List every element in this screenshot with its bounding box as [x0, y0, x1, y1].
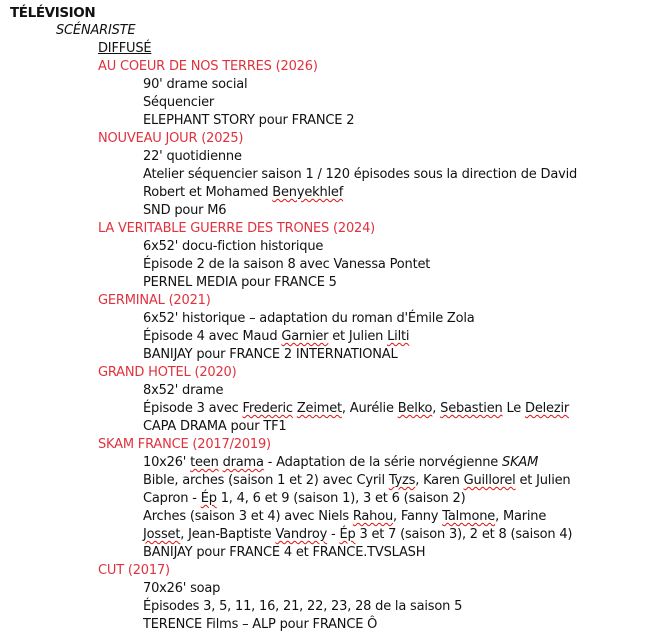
detail-text: ELEPHANT STORY pour FRANCE 2 [143, 113, 355, 128]
detail-text: - [327, 527, 340, 542]
detail-text: 6x52' historique – adaptation du roman d'Émile Zola [143, 311, 475, 326]
detail-text: , Karen [415, 473, 464, 488]
spellcheck-word: Delezir [525, 401, 570, 416]
detail-text: , Fanny [393, 509, 443, 524]
detail-text: Séquencier [143, 95, 215, 110]
project-detail-line [0, 310, 647, 328]
spellcheck-word: Zeimet [296, 401, 342, 416]
project-detail-line [0, 166, 647, 184]
project-detail-line [0, 256, 647, 274]
project-title: GERMINAL (2021) [98, 293, 211, 308]
project-detail-line [0, 472, 647, 490]
detail-text: et Julien [328, 329, 388, 344]
spellcheck-word: Garnier [281, 329, 329, 344]
project-detail-line [0, 382, 647, 400]
project-detail-line [0, 94, 647, 112]
detail-text: 70x26' soap [143, 581, 221, 596]
project-detail-line [0, 274, 647, 292]
spellcheck-word: Frederic [242, 401, 293, 416]
detail-text: Le [502, 401, 526, 416]
detail-text: 22' quotidienne [143, 149, 242, 164]
detail-text: Arches (saison 3 et 4) avec Niels [143, 509, 353, 524]
spellcheck-word: teen [190, 455, 219, 470]
project-detail-line [0, 76, 647, 94]
detail-text: 10x26' [143, 455, 191, 470]
project-detail-line [0, 490, 647, 508]
detail-text: Robert et Mohamed [143, 185, 273, 200]
detail-text: , [432, 401, 441, 416]
project-detail-line [0, 238, 647, 256]
detail-text: , Marine [495, 509, 547, 524]
detail-text: SND pour M6 [143, 203, 227, 218]
spellcheck-word: Ép [200, 491, 217, 506]
detail-text: BANIJAY pour FRANCE 4 et FRANCE.TVSLASH [143, 545, 426, 560]
detail-text: , Jean-Baptiste [180, 527, 276, 542]
project-detail-line [0, 544, 647, 562]
project-title: AU COEUR DE NOS TERRES (2026) [98, 59, 318, 74]
project-detail-line [0, 148, 647, 166]
detail-text: Épisode 2 de la saison 8 avec Vanessa Pontet [143, 257, 431, 272]
project-title: NOUVEAU JOUR (2025) [98, 131, 244, 146]
project-detail-line [0, 400, 647, 418]
project-title: SKAM FRANCE (2017/2019) [98, 437, 271, 452]
detail-text: - Adaptation de la série norvégienne [263, 455, 503, 470]
detail-text: 6x52' docu-fiction historique [143, 239, 324, 254]
detail-text: Épisode 3 avec [143, 401, 243, 416]
detail-text: Capron - [143, 491, 201, 506]
detail-text: SKAM [502, 455, 539, 470]
document-body [0, 4, 647, 634]
spellcheck-word: Ép [339, 527, 356, 542]
detail-text: Épisodes 3, 5, 11, 16, 21, 22, 23, 28 de la saison 5 [143, 599, 463, 614]
detail-text: BANIJAY pour FRANCE 2 INTERNATIONAL [143, 347, 398, 362]
project-detail-line [0, 580, 647, 598]
project-detail-line [0, 508, 647, 526]
project-detail-line [0, 454, 647, 472]
spellcheck-word: Guillorel [463, 473, 516, 488]
detail-text: Épisode 4 avec Maud [143, 329, 282, 344]
detail-text: TERENCE Films – ALP pour FRANCE Ô [143, 617, 378, 632]
spellcheck-word: Sebastien [440, 401, 503, 416]
spellcheck-word: Talmone [442, 509, 496, 524]
spellcheck-word: Lilti [387, 329, 410, 344]
project-detail-line [0, 616, 647, 634]
project-detail-line [0, 112, 647, 130]
section-heading: TÉLÉVISION [10, 5, 96, 21]
project-detail-line [0, 328, 647, 346]
project-detail-line [0, 418, 647, 436]
detail-text: 3 et 7 (saison 3), 2 et 8 (saison 4) [355, 527, 573, 542]
spellcheck-word: Benyekhlef [272, 185, 344, 200]
status-label: DIFFUSÉ [98, 41, 152, 56]
project-detail-line [0, 184, 647, 202]
project-detail-line [0, 202, 647, 220]
status-heading [0, 40, 647, 58]
detail-text: PERNEL MEDIA pour FRANCE 5 [143, 275, 337, 290]
project-title: CUT (2017) [98, 563, 170, 578]
role-heading: SCÉNARISTE [56, 23, 136, 38]
spellcheck-word: drama [222, 455, 264, 470]
detail-text: 8x52' drame [143, 383, 224, 398]
spellcheck-word: Tyzs [388, 473, 416, 488]
project-detail-line [0, 526, 647, 544]
project-detail-line [0, 598, 647, 616]
spellcheck-word: Josset [143, 527, 181, 542]
project-list [0, 58, 647, 634]
detail-text: Atelier séquencier saison 1 / 120 épisodes sous la direction de David [143, 167, 578, 182]
project-detail-line [0, 346, 647, 364]
detail-text: Bible, arches (saison 1 et 2) avec Cyril [143, 473, 389, 488]
detail-text: 90' drame social [143, 77, 248, 92]
detail-text: et Julien [515, 473, 571, 488]
spellcheck-word: Belko [397, 401, 433, 416]
spellcheck-word: Vandroy [275, 527, 328, 542]
project-title: GRAND HOTEL (2020) [98, 365, 237, 380]
detail-text: , Aurélie [341, 401, 398, 416]
project-title: LA VERITABLE GUERRE DES TRONES (2024) [98, 221, 376, 236]
detail-text: CAPA DRAMA pour TF1 [143, 419, 287, 434]
detail-text: 1, 4, 6 et 9 (saison 1), 3 et 6 (saison 2) [216, 491, 466, 506]
spellcheck-word: Rahou [352, 509, 394, 524]
